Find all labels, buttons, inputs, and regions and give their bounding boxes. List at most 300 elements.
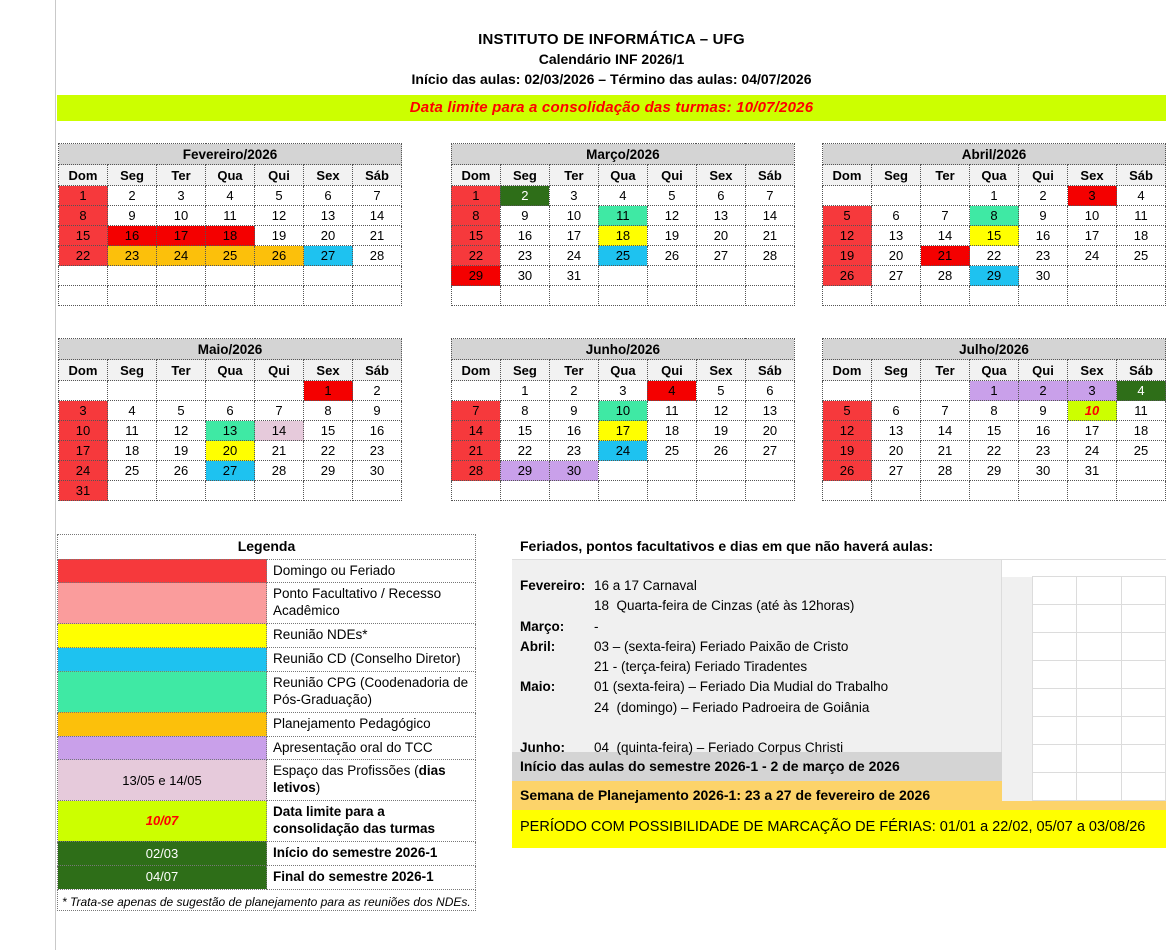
empty-pad — [1002, 773, 1033, 801]
empty-cell[interactable] — [1121, 661, 1165, 689]
calendar-day-cell[interactable]: 3 — [1068, 186, 1117, 206]
month-title: Junho/2026 — [451, 339, 794, 360]
consolidation-deadline-banner: Data limite para a consolidação das turmas: 10/07/2026 — [57, 95, 1166, 121]
empty-cell[interactable] — [1033, 773, 1077, 801]
calendar-day-cell[interactable]: 22 — [970, 441, 1019, 461]
calendar-day-cell[interactable]: 15 — [970, 226, 1019, 246]
holidays-title: Feriados, pontos facultativos e dias em que não haverá aulas: — [512, 534, 1166, 560]
calendar-day-cell[interactable]: 27 — [872, 266, 921, 286]
calendar-day-cell[interactable]: 1 — [304, 381, 353, 401]
calendar-empty-cell — [1068, 481, 1117, 501]
calendar-empty-cell — [745, 461, 794, 481]
holiday-text: 03 – (sexta-feira) Feriado Paixão de Cristo — [594, 638, 849, 654]
calendar-day-cell[interactable]: 2 — [500, 186, 549, 206]
calendar-day-cell[interactable]: 8 — [500, 401, 549, 421]
legend-body — [58, 559, 476, 889]
calendar-day-cell[interactable]: 2 — [1019, 186, 1068, 206]
calendar-day-cell[interactable]: 25 — [647, 441, 696, 461]
calendar-day-cell[interactable]: 8 — [59, 206, 108, 226]
month-block-0 — [58, 143, 402, 306]
calendar-day-cell[interactable]: 4 — [1117, 186, 1166, 206]
calendar-day-cell[interactable]: 18 — [1117, 421, 1166, 441]
calendar-week-row — [451, 206, 794, 226]
empty-pad — [1002, 605, 1033, 633]
calendar-day-cell[interactable]: 10 — [59, 421, 108, 441]
legend-swatch — [58, 559, 267, 583]
calendar-empty-cell — [500, 286, 549, 306]
calendar-day-cell[interactable]: 26 — [647, 246, 696, 266]
calendar-day-cell[interactable]: 9 — [1019, 206, 1068, 226]
calendar-empty-cell — [206, 381, 255, 401]
empty-pad — [1002, 577, 1033, 605]
calendar-day-cell[interactable]: 4 — [206, 186, 255, 206]
info-bar: Início das aulas do semestre 2026-1 - 2 de março de 2026 — [512, 752, 1166, 781]
calendar-day-cell[interactable]: 13 — [872, 421, 921, 441]
calendar-day-cell[interactable]: 3 — [598, 381, 647, 401]
month-block-1 — [451, 143, 795, 306]
calendar-day-cell[interactable]: 26 — [823, 461, 872, 481]
empty-cell[interactable] — [1077, 633, 1121, 661]
calendar-day-cell[interactable]: 24 — [549, 246, 598, 266]
calendar-day-cell[interactable]: 18 — [598, 226, 647, 246]
calendar-day-cell[interactable]: 27 — [206, 461, 255, 481]
empty-cell[interactable] — [1121, 717, 1165, 745]
calendar-day-cell[interactable]: 30 — [1019, 461, 1068, 481]
calendar-day-cell[interactable]: 16 — [500, 226, 549, 246]
calendar-day-cell[interactable]: 20 — [304, 226, 353, 246]
calendar-day-cell[interactable]: 13 — [745, 401, 794, 421]
calendar-day-cell[interactable]: 29 — [970, 266, 1019, 286]
calendar-day-cell[interactable]: 16 — [549, 421, 598, 441]
calendar-day-cell[interactable]: 7 — [921, 206, 970, 226]
calendar-day-cell[interactable]: 5 — [157, 401, 206, 421]
calendar-day-cell[interactable]: 1 — [59, 186, 108, 206]
calendar-day-cell[interactable]: 11 — [647, 401, 696, 421]
empty-cell[interactable] — [1121, 773, 1165, 801]
calendar-empty-cell — [451, 286, 500, 306]
calendar-day-cell[interactable]: 16 — [108, 226, 157, 246]
legend-label: Reunião CD (Conselho Diretor) — [267, 648, 476, 672]
calendar-day-cell[interactable]: 23 — [549, 441, 598, 461]
calendar-day-cell[interactable]: 25 — [1117, 441, 1166, 461]
weekday-qua: Qua — [598, 360, 647, 381]
calendar-day-cell[interactable]: 12 — [823, 421, 872, 441]
calendar-empty-cell — [598, 481, 647, 501]
calendar-day-cell[interactable]: 1 — [451, 186, 500, 206]
calendar-day-cell[interactable]: 3 — [549, 186, 598, 206]
calendar-day-cell[interactable]: 9 — [549, 401, 598, 421]
weekday-header-row — [59, 165, 402, 186]
calendar-empty-cell — [451, 381, 500, 401]
legend-swatch: 04/07 — [58, 865, 267, 889]
holiday-entry — [520, 576, 1001, 596]
calendar-day-cell[interactable]: 6 — [206, 401, 255, 421]
calendar-day-cell[interactable]: 18 — [1117, 226, 1166, 246]
weekday-ter: Ter — [921, 360, 970, 381]
month-block-2 — [822, 143, 1166, 306]
calendar-day-cell[interactable]: 14 — [745, 206, 794, 226]
calendar-week-row — [451, 461, 794, 481]
calendar-day-cell[interactable]: 23 — [353, 441, 402, 461]
calendar-day-cell[interactable]: 28 — [921, 266, 970, 286]
holiday-month-label: Maio: — [520, 679, 556, 695]
empty-cell[interactable] — [1077, 605, 1121, 633]
month-block-5 — [822, 338, 1166, 501]
calendar-day-cell[interactable]: 28 — [921, 461, 970, 481]
weekday-dom: Dom — [823, 165, 872, 186]
calendar-day-cell[interactable]: 12 — [696, 401, 745, 421]
calendar-day-cell[interactable]: 6 — [872, 401, 921, 421]
calendar-day-cell[interactable]: 14 — [451, 421, 500, 441]
calendar-day-cell[interactable]: 6 — [745, 381, 794, 401]
calendar-day-cell[interactable]: 22 — [451, 246, 500, 266]
calendar-empty-cell — [745, 266, 794, 286]
calendar-day-cell[interactable]: 13 — [696, 206, 745, 226]
calendar-day-cell[interactable]: 20 — [872, 246, 921, 266]
calendar-empty-cell — [157, 481, 206, 501]
calendar-day-cell[interactable]: 24 — [59, 461, 108, 481]
calendar-day-cell[interactable]: 13 — [304, 206, 353, 226]
legend-row — [58, 841, 476, 865]
calendar-day-cell[interactable]: 9 — [353, 401, 402, 421]
calendar-empty-cell — [255, 481, 304, 501]
calendar-day-cell[interactable]: 27 — [745, 441, 794, 461]
calendar-day-cell[interactable]: 10 — [1068, 401, 1117, 421]
calendar-day-cell[interactable]: 4 — [1117, 381, 1166, 401]
calendar-empty-cell — [1019, 286, 1068, 306]
calendar-day-cell[interactable]: 28 — [255, 461, 304, 481]
calendar-day-cell[interactable]: 24 — [157, 246, 206, 266]
calendar-day-cell[interactable]: 18 — [206, 226, 255, 246]
calendar-day-cell[interactable]: 21 — [921, 441, 970, 461]
calendar-week-row — [59, 421, 402, 441]
legend-label: Início do semestre 2026-1 — [267, 841, 476, 865]
holiday-entry — [520, 698, 1001, 718]
calendar-day-cell[interactable]: 13 — [206, 421, 255, 441]
calendar-week-row — [59, 266, 402, 286]
calendar-empty-cell — [255, 266, 304, 286]
calendar-week-row — [451, 226, 794, 246]
weekday-qui: Qui — [255, 360, 304, 381]
calendar-day-cell[interactable]: 5 — [823, 401, 872, 421]
calendar-day-cell[interactable]: 5 — [696, 381, 745, 401]
calendar-day-cell[interactable]: 16 — [1019, 226, 1068, 246]
legend-row — [58, 736, 476, 760]
calendar-day-cell[interactable]: 10 — [1068, 206, 1117, 226]
calendar-day-cell[interactable]: 21 — [353, 226, 402, 246]
calendar-day-cell[interactable]: 27 — [696, 246, 745, 266]
calendar-week-row — [451, 401, 794, 421]
weekday-qua: Qua — [206, 360, 255, 381]
calendar-day-cell[interactable]: 10 — [157, 206, 206, 226]
calendar-day-cell[interactable]: 5 — [823, 206, 872, 226]
calendar-day-cell[interactable]: 5 — [647, 186, 696, 206]
calendar-day-cell[interactable]: 25 — [108, 461, 157, 481]
calendar-empty-cell — [921, 286, 970, 306]
weekday-header-row — [823, 165, 1166, 186]
calendar-day-cell[interactable]: 26 — [255, 246, 304, 266]
calendar-day-cell[interactable]: 20 — [206, 441, 255, 461]
holiday-text: - — [594, 618, 599, 634]
weekday-header-row — [59, 360, 402, 381]
calendar-day-cell[interactable]: 7 — [745, 186, 794, 206]
calendar-body — [451, 381, 794, 501]
calendar-day-cell[interactable]: 17 — [157, 226, 206, 246]
calendar-day-cell[interactable]: 11 — [108, 421, 157, 441]
calendar-empty-cell — [157, 286, 206, 306]
calendar-day-cell[interactable]: 30 — [353, 461, 402, 481]
calendar-day-cell[interactable]: 6 — [304, 186, 353, 206]
calendar-day-cell[interactable]: 30 — [1019, 266, 1068, 286]
calendar-day-cell[interactable]: 26 — [823, 266, 872, 286]
weekday-sex: Sex — [304, 360, 353, 381]
empty-cell[interactable] — [1033, 689, 1077, 717]
weekday-dom: Dom — [59, 165, 108, 186]
calendar-day-cell[interactable]: 21 — [255, 441, 304, 461]
calendar-day-cell[interactable]: 9 — [108, 206, 157, 226]
calendar-day-cell[interactable]: 23 — [1019, 441, 1068, 461]
calendar-day-cell[interactable]: 26 — [696, 441, 745, 461]
calendar-day-cell[interactable]: 10 — [549, 206, 598, 226]
calendar-day-cell[interactable]: 22 — [304, 441, 353, 461]
calendar-day-cell[interactable]: 17 — [549, 226, 598, 246]
legend-swatch: 13/05 e 14/05 — [58, 760, 267, 801]
empty-cell[interactable] — [1077, 717, 1121, 745]
weekday-sex: Sex — [696, 360, 745, 381]
empty-cell[interactable] — [1033, 661, 1077, 689]
calendar-day-cell[interactable]: 12 — [823, 226, 872, 246]
legend-row — [58, 559, 476, 583]
calendar-empty-cell — [353, 286, 402, 306]
holiday-entry — [520, 718, 1001, 738]
calendar-day-cell[interactable]: 25 — [206, 246, 255, 266]
calendar-day-cell[interactable]: 30 — [500, 266, 549, 286]
calendar-day-cell[interactable]: 9 — [1019, 401, 1068, 421]
calendar-day-cell[interactable]: 20 — [696, 226, 745, 246]
calendar-empty-cell — [823, 186, 872, 206]
calendar-day-cell[interactable]: 14 — [353, 206, 402, 226]
calendar-day-cell[interactable]: 27 — [872, 461, 921, 481]
calendar-week-row — [451, 186, 794, 206]
info-bar: Semana de Planejamento 2026-1: 23 a 27 de fevereiro de 2026 — [512, 781, 1166, 810]
calendar-day-cell[interactable]: 20 — [745, 421, 794, 441]
legend-label: Ponto Facultativo / Recesso Acadêmico — [267, 583, 476, 624]
institute-title: INSTITUTO DE INFORMÁTICA – UFG — [478, 31, 745, 48]
calendar-empty-cell — [647, 286, 696, 306]
calendar-day-cell[interactable]: 3 — [59, 401, 108, 421]
calendar-day-cell[interactable]: 4 — [108, 401, 157, 421]
calendar-week-row — [59, 246, 402, 266]
calendar-week-row — [451, 246, 794, 266]
empty-cell[interactable] — [1077, 689, 1121, 717]
calendar-day-cell[interactable]: 22 — [500, 441, 549, 461]
calendar-day-cell[interactable]: 28 — [745, 246, 794, 266]
calendar-day-cell[interactable]: 25 — [598, 246, 647, 266]
calendar-empty-cell — [696, 481, 745, 501]
holiday-text: 01 (sexta-feira) – Feriado Dia Mudial do Trabalho — [594, 679, 889, 695]
calendar-day-cell[interactable]: 12 — [255, 206, 304, 226]
calendar-day-cell[interactable]: 3 — [157, 186, 206, 206]
calendar-day-cell[interactable]: 8 — [304, 401, 353, 421]
calendar-day-cell[interactable]: 1 — [970, 381, 1019, 401]
calendar-day-cell[interactable]: 6 — [696, 186, 745, 206]
calendar-day-cell[interactable]: 19 — [696, 421, 745, 441]
calendar-day-cell[interactable]: 16 — [1019, 421, 1068, 441]
calendar-day-cell[interactable]: 7 — [255, 401, 304, 421]
calendar-day-cell[interactable]: 16 — [353, 421, 402, 441]
calendar-day-cell[interactable]: 21 — [451, 441, 500, 461]
calendar-day-cell[interactable]: 15 — [59, 226, 108, 246]
calendar-empty-cell — [255, 381, 304, 401]
empty-cell[interactable] — [1077, 661, 1121, 689]
calendar-day-cell[interactable]: 23 — [1019, 246, 1068, 266]
calendar-day-cell[interactable]: 5 — [255, 186, 304, 206]
calendar-day-cell[interactable]: 23 — [500, 246, 549, 266]
calendar-day-cell[interactable]: 10 — [598, 401, 647, 421]
legend-panel — [57, 534, 477, 911]
calendar-empty-cell — [696, 266, 745, 286]
calendar-day-cell[interactable]: 11 — [1117, 206, 1166, 226]
calendar-day-cell[interactable]: 2 — [353, 381, 402, 401]
empty-cell[interactable] — [1033, 605, 1077, 633]
calendar-day-cell[interactable]: 26 — [157, 461, 206, 481]
calendar-day-cell[interactable]: 14 — [255, 421, 304, 441]
calendar-day-cell[interactable]: 19 — [823, 441, 872, 461]
calendar-week-row — [451, 481, 794, 501]
calendar-day-cell[interactable]: 1 — [970, 186, 1019, 206]
empty-cell[interactable] — [1077, 577, 1121, 605]
calendar-day-cell[interactable]: 31 — [59, 481, 108, 501]
calendar-day-cell[interactable]: 8 — [970, 401, 1019, 421]
calendar-day-cell[interactable]: 27 — [304, 246, 353, 266]
calendar-day-cell[interactable]: 11 — [598, 206, 647, 226]
calendar-day-cell[interactable]: 9 — [500, 206, 549, 226]
empty-cell[interactable] — [1121, 633, 1165, 661]
calendar-day-cell[interactable]: 17 — [598, 421, 647, 441]
calendar-day-cell[interactable]: 23 — [108, 246, 157, 266]
empty-cell[interactable] — [1121, 605, 1165, 633]
weekday-qui: Qui — [647, 165, 696, 186]
calendar-day-cell[interactable]: 18 — [108, 441, 157, 461]
calendar-day-cell[interactable]: 19 — [255, 226, 304, 246]
calendar-empty-cell — [549, 286, 598, 306]
legend-title: Legenda — [58, 535, 476, 560]
empty-cell[interactable] — [1033, 717, 1077, 745]
calendar-day-cell[interactable]: 4 — [598, 186, 647, 206]
empty-cell[interactable] — [1033, 633, 1077, 661]
empty-cell[interactable] — [1033, 745, 1077, 773]
calendar-day-cell[interactable]: 12 — [647, 206, 696, 226]
legend-label: Reunião CPG (Coodenadoria de Pós-Graduação) — [267, 671, 476, 712]
calendar-day-cell[interactable]: 24 — [598, 441, 647, 461]
calendar-week-row — [823, 461, 1166, 481]
calendar-day-cell[interactable]: 15 — [304, 421, 353, 441]
calendar-day-cell[interactable]: 18 — [647, 421, 696, 441]
calendar-day-cell[interactable]: 24 — [1068, 441, 1117, 461]
calendar-day-cell[interactable]: 6 — [872, 206, 921, 226]
empty-cell[interactable] — [1121, 745, 1165, 773]
empty-cell[interactable] — [1121, 689, 1165, 717]
calendar-day-cell[interactable]: 29 — [451, 266, 500, 286]
calendar-day-cell[interactable]: 14 — [921, 421, 970, 441]
calendar-empty-cell — [500, 481, 549, 501]
calendar-day-cell[interactable]: 8 — [970, 206, 1019, 226]
calendar-day-cell[interactable]: 20 — [872, 441, 921, 461]
calendar-day-cell[interactable]: 29 — [500, 461, 549, 481]
calendar-day-cell[interactable]: 31 — [549, 266, 598, 286]
calendar-day-cell[interactable]: 13 — [872, 226, 921, 246]
weekday-seg: Seg — [108, 360, 157, 381]
empty-cell[interactable] — [1033, 577, 1077, 605]
empty-cell[interactable] — [1121, 577, 1165, 605]
calendar-day-cell[interactable]: 7 — [921, 401, 970, 421]
calendar-day-cell[interactable]: 19 — [647, 226, 696, 246]
calendar-day-cell[interactable]: 11 — [206, 206, 255, 226]
weekday-dom: Dom — [451, 165, 500, 186]
calendar-day-cell[interactable]: 19 — [823, 246, 872, 266]
calendar-day-cell[interactable]: 21 — [745, 226, 794, 246]
calendar-day-cell[interactable]: 4 — [647, 381, 696, 401]
legend-swatch — [58, 583, 267, 624]
calendar-day-cell[interactable]: 7 — [451, 401, 500, 421]
calendar-day-cell[interactable]: 15 — [451, 226, 500, 246]
calendar-day-cell[interactable]: 29 — [970, 461, 1019, 481]
calendar-day-cell[interactable]: 14 — [921, 226, 970, 246]
calendar-week-row — [823, 246, 1166, 266]
calendar-body — [451, 186, 794, 306]
legend-row — [58, 583, 476, 624]
calendar-day-cell[interactable]: 15 — [970, 421, 1019, 441]
calendar-day-cell[interactable]: 21 — [921, 246, 970, 266]
calendar-day-cell[interactable]: 29 — [304, 461, 353, 481]
calendar-empty-cell — [598, 461, 647, 481]
calendar-day-cell[interactable]: 17 — [1068, 421, 1117, 441]
weekday-sab: Sáb — [353, 360, 402, 381]
calendar-day-cell[interactable]: 24 — [1068, 246, 1117, 266]
calendar-day-cell[interactable]: 2 — [1019, 381, 1068, 401]
month-block-4 — [451, 338, 795, 501]
calendar-day-cell[interactable]: 8 — [451, 206, 500, 226]
calendar-day-cell[interactable]: 22 — [970, 246, 1019, 266]
calendar-table-maio — [58, 338, 402, 501]
calendar-day-cell[interactable]: 11 — [1117, 401, 1166, 421]
calendar-day-cell[interactable]: 2 — [108, 186, 157, 206]
calendar-day-cell[interactable]: 22 — [59, 246, 108, 266]
calendar-day-cell[interactable]: 28 — [353, 246, 402, 266]
calendar-day-cell[interactable]: 31 — [1068, 461, 1117, 481]
calendar-day-cell[interactable]: 19 — [157, 441, 206, 461]
legend-row — [58, 671, 476, 712]
calendar-empty-cell — [59, 381, 108, 401]
calendar-day-cell[interactable]: 15 — [500, 421, 549, 441]
calendar-day-cell[interactable]: 30 — [549, 461, 598, 481]
calendar-day-cell[interactable]: 28 — [451, 461, 500, 481]
legend-label: Domingo ou Feriado — [267, 559, 476, 583]
calendar-day-cell[interactable]: 17 — [59, 441, 108, 461]
calendar-day-cell[interactable]: 17 — [1068, 226, 1117, 246]
calendar-empty-cell — [157, 266, 206, 286]
empty-cell[interactable] — [1077, 745, 1121, 773]
calendar-day-cell[interactable]: 2 — [549, 381, 598, 401]
calendar-day-cell[interactable]: 1 — [500, 381, 549, 401]
calendar-day-cell[interactable]: 3 — [1068, 381, 1117, 401]
empty-cell[interactable] — [1077, 773, 1121, 801]
calendar-week-row — [823, 421, 1166, 441]
legend-row — [58, 648, 476, 672]
calendar-day-cell[interactable]: 12 — [157, 421, 206, 441]
calendar-day-cell[interactable]: 25 — [1117, 246, 1166, 266]
calendar-day-cell[interactable]: 7 — [353, 186, 402, 206]
